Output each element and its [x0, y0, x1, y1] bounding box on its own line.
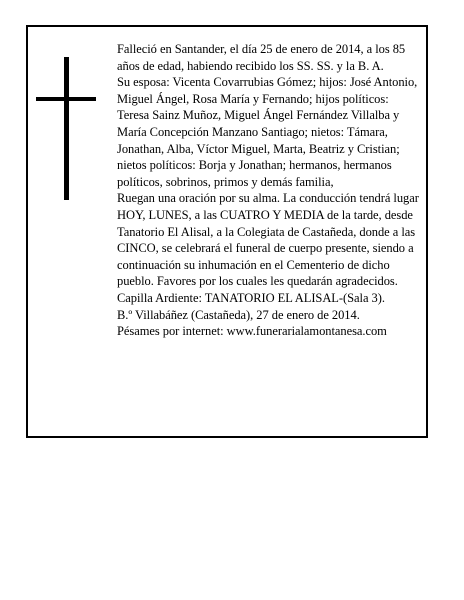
funeral-details: Ruegan una oración por su alma. La conducción tendrá lugar HOY, LUNES, a las CUATRO Y MEDIA de la tarde, desde Tanatorio El Alisal, a la Colegiata de Castañeda, donde a las CINCO, se celebrará el funeral de cuerpo presente, siendo a continuación su inhumación en el Cementerio de dicho pueblo. Favores por los cuales les quedarán agradecidos. Capilla Ardiente: TANATORIO EL ALISAL-(Sala 3).	[117, 191, 419, 305]
cross-vertical-bar	[64, 57, 69, 200]
place-date: B.º Villabáñez (Castañeda), 27 de enero de 2014.	[117, 307, 360, 322]
condolences-website: Pésames por internet: www.funerarialamontanesa.com	[117, 324, 387, 339]
obituary-notice	[26, 25, 428, 438]
death-announcement: Falleció en Santander, el día 25 de enero de 2014, a los 85 años de edad, habiendo recibido los SS. SS. y la B. A.	[117, 42, 406, 73]
cross-icon	[36, 57, 96, 200]
family-list: Su esposa: Vicenta Covarrubias Gómez; hijos: José Antonio, Miguel Ángel, Rosa María y Fernando; hijos políticos: Teresa Sainz Muñoz, Miguel Ángel Fernández Villalba y María Concepción Manzano Santiago; nietos: Támara, Jonathan, Alba, Víctor Miguel, Marta, Beatriz y Cristian; nietos políticos: Borja y Jonathan; hermanos, hermanos políticos, sobrinos, primos y demás familia,	[117, 75, 418, 189]
cross-horizontal-bar	[36, 97, 96, 101]
obituary-text	[117, 41, 419, 340]
